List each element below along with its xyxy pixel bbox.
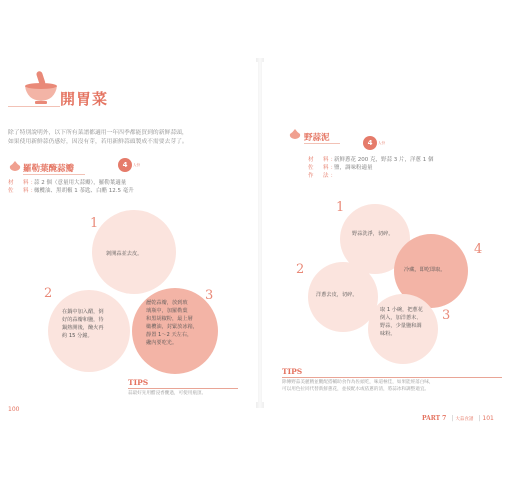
ingredient-line xyxy=(308,172,434,180)
ingredient-line xyxy=(308,156,434,164)
step-line: 瀝乾蒜瓣，放到玻 xyxy=(146,300,188,306)
ingredient-label: 作 法： xyxy=(308,173,339,179)
recipe-title-underline xyxy=(304,143,340,144)
step-number: 1 xyxy=(90,216,99,231)
servings-badge xyxy=(118,158,132,172)
tips-line: 除傳野蒜美麗精並觀配搭輔助食作為佐頭吃，味道極佳，如果能經落白味， xyxy=(282,380,434,385)
ingredient-text: 鹽，調味粉適量 xyxy=(334,165,373,171)
right-page xyxy=(262,62,520,422)
step-line: 好的蒜瓣和鹽，待 xyxy=(62,317,104,323)
intro-text xyxy=(8,129,253,147)
intro-line: 如果使用新鮮蒜仍感好，因沒有芽，若用新鮮蒜頭製成不需要去芽了。 xyxy=(8,139,188,145)
section-title: 開胃菜 xyxy=(60,90,109,108)
step-text xyxy=(352,230,394,238)
recipe-title: 野蒜泥 xyxy=(304,133,330,143)
step-line: 野蒜洗淨，切碎。 xyxy=(352,231,394,237)
page-number: 101 xyxy=(482,415,494,422)
step-line: 冷藏，即吃即取。 xyxy=(404,267,446,273)
step-number: 4 xyxy=(474,242,483,257)
tips-line: 可以用色拉同代替新鮮蔥花，並按配水或依蔥的清，將蒜冰和調整適宜。 xyxy=(282,387,430,392)
servings-unit: 人份 xyxy=(378,141,385,145)
step-number: 3 xyxy=(442,308,451,323)
ingredient-line xyxy=(8,179,134,187)
servings-unit: 人份 xyxy=(133,163,140,167)
step-line: 纔內要吃光。 xyxy=(146,340,178,346)
garlic-icon xyxy=(288,128,302,140)
step-line: 和黑胡椒粉，最上層 xyxy=(146,316,193,322)
recipe-title: 羅勒葉醃蒜瓣 xyxy=(23,164,75,174)
step-line: 橄欖油，封緊放冰箱， xyxy=(146,324,198,330)
step-number: 3 xyxy=(205,288,214,303)
page-folio xyxy=(422,405,494,424)
ingredients-block xyxy=(308,156,434,180)
ingredient-line xyxy=(8,187,134,195)
step-text xyxy=(62,308,104,340)
servings-count: 4 xyxy=(367,139,373,147)
garlic-icon xyxy=(8,160,22,172)
step-number: 1 xyxy=(336,200,345,215)
tips-rule xyxy=(282,377,502,378)
tips-text xyxy=(282,379,514,393)
step-line: 靜置 1～2 天左右， xyxy=(146,332,193,338)
tips-rule xyxy=(128,388,238,389)
step-line: 野蒜，少量鹽和調 xyxy=(380,323,422,329)
step-line: 味粉。 xyxy=(380,331,396,337)
ingredients-block xyxy=(8,179,134,195)
tips-heading: TIPS xyxy=(282,367,303,376)
step-line: 剝開蒜並去皮。 xyxy=(106,251,143,257)
ingredient-text: 蒜 2 個（意量用大蒜瓣），羅勒葉適量 xyxy=(34,180,127,186)
ingredient-label: 材 料： xyxy=(8,180,39,186)
step-text xyxy=(316,291,358,299)
tips-heading: TIPS xyxy=(128,378,149,387)
servings-badge xyxy=(363,136,377,150)
step-line: 鍋熱開後，醃火再 xyxy=(62,325,104,331)
step-text xyxy=(380,306,423,338)
ingredient-line xyxy=(308,164,434,172)
mortar-and-pestle-icon xyxy=(22,70,60,108)
step-text xyxy=(146,299,198,347)
step-line: 約 15 分鐘。 xyxy=(62,333,93,339)
step-number: 2 xyxy=(296,262,305,277)
folio-sep: | xyxy=(451,415,456,422)
folio-part: PART 7 xyxy=(422,415,447,422)
step-text xyxy=(106,250,142,258)
folio-section: 大蒜食譜 xyxy=(455,417,474,422)
tips-text: 蒜最好先用醋浸香醃過，可使用瓶頂。 xyxy=(128,391,207,396)
ingredient-label: 材 料： xyxy=(308,157,339,163)
ingredient-text: 橄欖油、黑胡椒 1 茶匙、白醋 12.5 毫升 xyxy=(34,188,134,194)
step-number: 2 xyxy=(44,286,53,301)
left-page xyxy=(0,62,258,413)
step-line: 洋蔥去皮，切碎。 xyxy=(316,292,358,298)
ingredient-text: 新鮮蔥花 200 克，野蒜 3 片，洋蔥 1 個 xyxy=(334,157,434,163)
step-line: 在鍋中加入醋，倒 xyxy=(62,309,104,315)
ingredient-label: 佐 料： xyxy=(8,188,39,194)
page-number: 100 xyxy=(8,406,20,413)
step-line: 倒入，加洋蔥末、 xyxy=(380,315,422,321)
step-line: 璃瓶中，加羅勒葉 xyxy=(146,308,188,314)
folio-sep: | xyxy=(478,415,483,422)
intro-line: 除了特別說明外，以下所有菜譜都適用一年四季都能買到的新鮮蒜頭， xyxy=(8,130,188,136)
title-underline xyxy=(8,106,60,107)
servings-count: 4 xyxy=(122,161,128,169)
recipe-title-underline xyxy=(23,174,85,175)
step-text xyxy=(404,266,446,274)
step-line: 取 1 小碗，把蔥花 xyxy=(380,307,423,313)
ingredient-label: 佐 料： xyxy=(308,165,339,171)
